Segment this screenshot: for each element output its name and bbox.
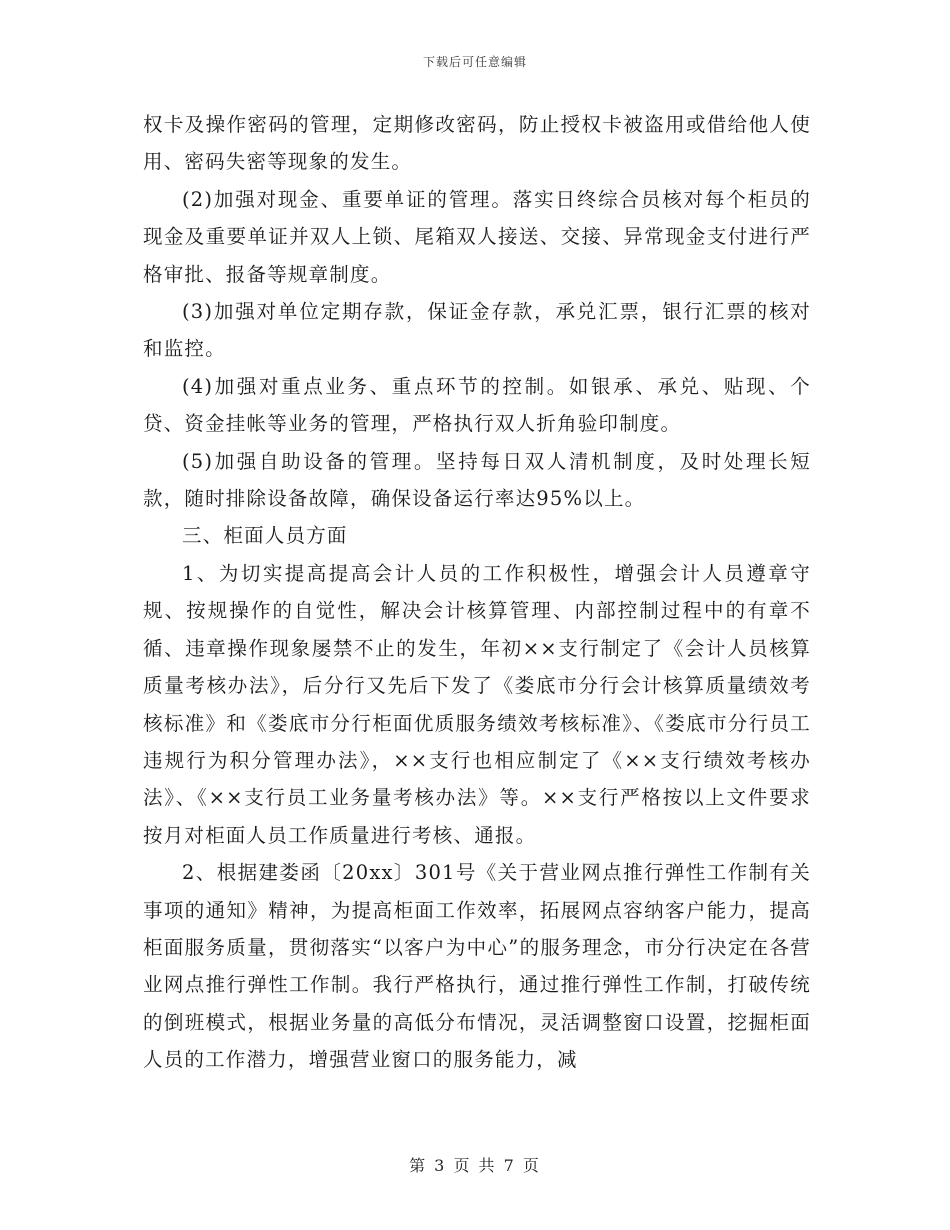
paragraph-1: 权卡及操作密码的管理，定期修改密码，防止授权卡被盗用或借给他人使用、密码失密等现象的发生。 — [143, 113, 811, 174]
paragraph-4: (4)加强对重点业务、重点环节的控制。如银承、承兑、贴现、个贷、资金挂帐等业务的管理，严格执行双人折角验印制度。 — [143, 374, 811, 436]
paragraph-8: 2、根据建娄函〔20xx〕301号《关于营业网点推行弹性工作制有关事项的通知》精神，为提高柜面工作效率，拓展网点容纳客户能力，提高柜面服务质量，贯彻落实“以客户为中心”的服务理念，市分行决定在各营业网点推行弹性工作制。我行严格执行，通过推行弹性工作制，打破传统的倒班模式，根据业务量的高低分布情况，灵活调整窗口设置，挖掘柜面人员的工作潜力，增强营业窗口的服务能力，减 — [143, 861, 811, 1072]
document-body — [143, 106, 811, 1079]
paragraph-7: 1、为切实提高提高会计人员的工作积极性，增强会计人员遵章守规、按规操作的自觉性，解决会计核算管理、内部控制过程中的有章不循、违章操作现象屡禁不止的发生，年初××支行制定了《会计人员核算质量考核办法》，后分行又先后下发了《娄底市分行会计核算质量绩效考核标准》和《娄底市分行柜面优质服务绩效考核标准》、《娄底市分行员工违规行为积分管理办法》，××支行也相应制定了《××支行绩效考核办法》、《××支行员工业务量考核办法》等。××支行严格按以上文件要求按月对柜面人员工作质量进行考核、通报。 — [143, 561, 811, 847]
page-header: 下载后可任意编辑 — [422, 55, 527, 69]
paragraph-3: (3)加强对单位定期存款，保证金存款，承兑汇票，银行汇票的核对和监控。 — [143, 300, 811, 361]
page-number: 第 3 页 共 7 页 — [409, 1156, 541, 1175]
paragraph-5: (5)加强自助设备的管理。坚持每日双人清机制度，及时处理长短款，随时排除设备故障，确保设备运行率达95%以上。 — [143, 449, 811, 511]
section-heading: 三、柜面人员方面 — [182, 524, 348, 548]
paragraph-2: (2)加强对现金、重要单证的管理。落实日终综合员核对每个柜员的现金及重要单证并双人上锁、尾箱双人接送、交接、异常现金支付进行严格审批、报备等规章制度。 — [143, 187, 811, 286]
